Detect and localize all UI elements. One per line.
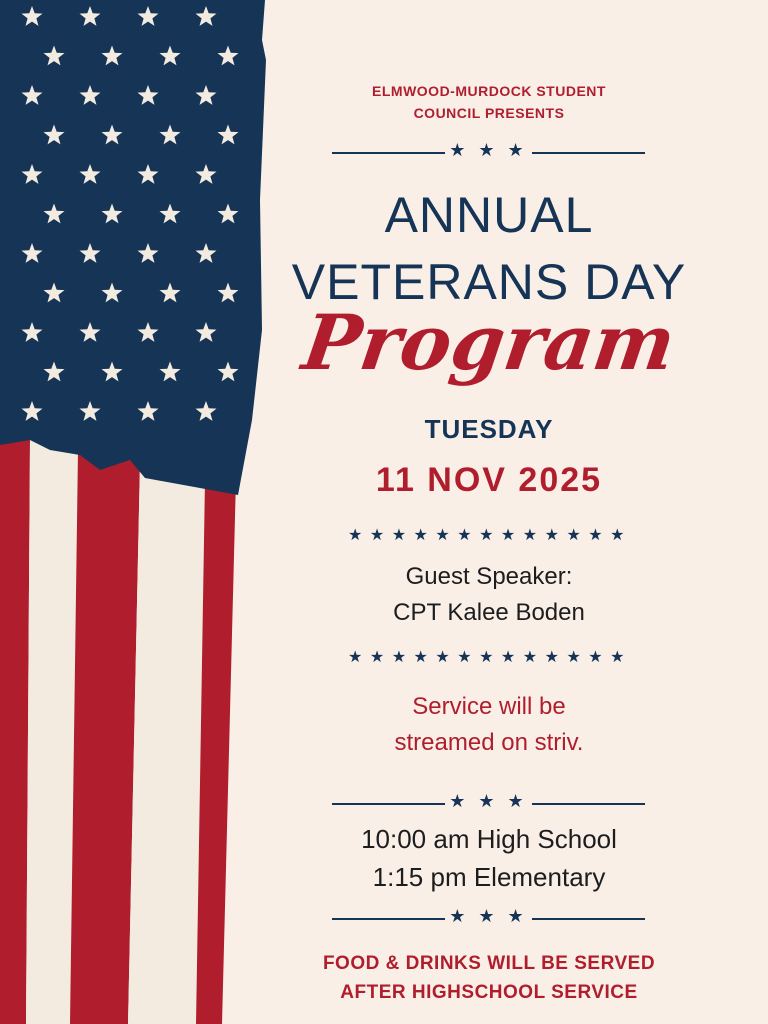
stars-icon: ★ ★ ★ <box>449 906 528 926</box>
guest-speaker-label: Guest Speaker: <box>405 563 573 590</box>
divider-stars <box>332 793 645 813</box>
event-date: 11 NOV 2025 <box>375 461 603 499</box>
stars-icon: ★ ★ ★ <box>449 140 528 160</box>
food-notice-line-2: AFTER HIGHSCHOOL SERVICE <box>340 982 638 1003</box>
divider-stars <box>332 142 645 162</box>
presenter-line-1: ELMWOOD-MURDOCK STUDENT <box>372 83 606 99</box>
food-notice-line-1: FOOD & DRINKS WILL BE SERVED <box>322 953 656 974</box>
divider-stars <box>332 908 645 928</box>
presenter-line-2: COUNCIL PRESENTS <box>413 105 565 121</box>
flag-stripes <box>0 440 236 1024</box>
stream-line-2: streamed on striv. <box>394 729 584 756</box>
stream-line-1: Service will be <box>412 693 566 720</box>
title-annual: ANNUAL <box>384 187 594 243</box>
flag-canton <box>0 0 266 495</box>
star-row-divider: ★★★★★★★★★★★★★ <box>348 649 632 666</box>
stars-icon: ★ ★ ★ <box>449 791 528 811</box>
guest-speaker-name: CPT Kalee Boden <box>393 599 585 626</box>
american-flag-illustration <box>0 0 270 1024</box>
schedule-high-school: 10:00 am High School <box>361 824 617 854</box>
title-program-script: Program <box>297 298 681 387</box>
title-veterans-day: VETERANS DAY <box>291 254 687 310</box>
event-day: TUESDAY <box>424 414 554 444</box>
schedule-elementary: 1:15 pm Elementary <box>372 862 606 892</box>
star-row-divider: ★★★★★★★★★★★★★ <box>348 527 632 544</box>
